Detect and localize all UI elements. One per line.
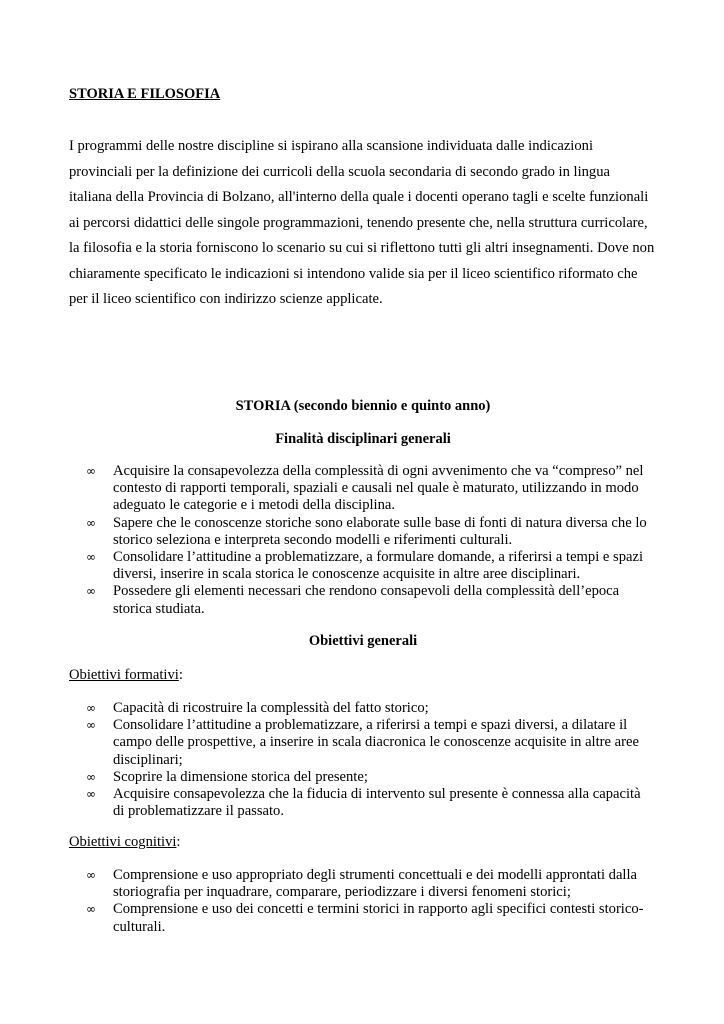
list-item-line: Sapere che le conoscenze storiche sono elaborate sulle base di fonti di natura diversa che lo bbox=[113, 514, 647, 531]
infinity-bullet-icon: ∞ bbox=[86, 584, 96, 599]
finalita-list bbox=[86, 463, 666, 618]
infinity-bullet-icon: ∞ bbox=[86, 464, 96, 478]
list-item-line: adeguato le categorie e i metodi della disciplina. bbox=[113, 497, 396, 514]
list-item-line: Consolidare l’attitudine a problematizzare, a formulare domande, a riferirsi a tempi e spazi bbox=[113, 549, 644, 566]
list-item-line: Possedere gli elementi necessari che rendono consapevoli della complessità dell’epoca bbox=[113, 583, 620, 600]
list-item-line: campo delle prospettive, a inserire in scala diacronica le conoscenze acquisite in altre aree bbox=[113, 734, 639, 751]
finalita-heading: Finalità disciplinari generali bbox=[275, 431, 451, 447]
infinity-bullet-icon: ∞ bbox=[86, 787, 96, 802]
cognitivi-list bbox=[86, 867, 666, 936]
intro-line: la filosofia e la storia forniscono lo scenario su cui si riflettono tutti gli altri insegnamenti. Dove non bbox=[69, 240, 655, 256]
list-item-line: disciplinari; bbox=[113, 751, 183, 768]
cognitivi-label: Obiettivi cognitivi bbox=[69, 834, 177, 850]
infinity-bullet-icon: ∞ bbox=[86, 515, 96, 530]
list-item bbox=[86, 867, 666, 901]
intro-line: provinciali per la definizione dei curricoli della scuola secondaria di secondo grado in lingua bbox=[69, 163, 610, 180]
infinity-bullet-icon: ∞ bbox=[86, 718, 96, 733]
list-item bbox=[86, 901, 666, 935]
intro-line: I programmi delle nostre discipline si ispirano alla scansione individuata dalle indicazioni bbox=[69, 138, 594, 154]
infinity-bullet-icon: ∞ bbox=[86, 868, 96, 882]
list-item-line: Comprensione e uso dei concetti e termini storici in rapporto agli specifici contesti storico- bbox=[113, 901, 644, 918]
cognitivi-subheading: Obiettivi cognitivi: bbox=[69, 834, 181, 850]
list-item-line: di problematizzare il passato. bbox=[113, 803, 285, 820]
infinity-bullet-icon: ∞ bbox=[86, 550, 96, 565]
list-item-line: contesto di rapporti temporali, spaziali e causali nel quale è maturato, utilizzando in modo bbox=[113, 480, 639, 497]
obiettivi-generali-heading: Obiettivi generali bbox=[308, 633, 418, 649]
list-item bbox=[86, 549, 666, 583]
intro-line: chiaramente specificato le indicazioni si intendono valide sia per il liceo scientifico riformato che bbox=[69, 265, 638, 282]
list-item-line: storiografia per inquadrare, comparare, periodizzare i diversi fenomeni storici; bbox=[113, 884, 571, 901]
infinity-bullet-icon: ∞ bbox=[86, 769, 96, 784]
storia-heading: STORIA (secondo biennio e quinto anno) bbox=[235, 398, 491, 414]
list-item bbox=[86, 717, 666, 769]
formativi-subheading: Obiettivi formativi: bbox=[69, 667, 183, 683]
intro-line: ai percorsi didattici delle singole programmazioni, tenendo presente che, nella struttura curricolare, bbox=[69, 214, 648, 231]
list-item-line: Capacità di ricostruire la complessità del fatto storico; bbox=[113, 700, 429, 716]
document-title: STORIA E FILOSOFIA bbox=[69, 86, 221, 102]
list-item-line: Comprensione e uso appropriato degli strumenti concettuali e dei modelli approntati dalla bbox=[113, 867, 638, 883]
infinity-bullet-icon: ∞ bbox=[86, 902, 96, 917]
list-item-line: culturali. bbox=[113, 918, 166, 935]
intro-line: per il liceo scientifico con indirizzo scienze applicate. bbox=[69, 291, 383, 307]
list-item-line: diversi, inserire in scala storica le conoscenze acquisite in altre aree disciplinari. bbox=[113, 566, 581, 583]
intro-line: italiana della Provincia di Bolzano, all'interno della quale i docenti operano tagli e scelte funzionali bbox=[69, 189, 649, 205]
list-item bbox=[86, 583, 666, 617]
list-item-line: Consolidare l’attitudine a problematizzare, a riferirsi a tempi e spazi diversi, a dilatare il bbox=[113, 717, 628, 734]
list-item bbox=[86, 700, 666, 717]
list-item bbox=[86, 786, 666, 820]
list-item bbox=[86, 769, 666, 786]
list-item-line: Acquisire la consapevolezza della complessità di ogni avvenimento che va “compreso” nel bbox=[113, 463, 644, 479]
list-item bbox=[86, 515, 666, 549]
list-item-line: storica studiata. bbox=[113, 600, 205, 617]
list-item bbox=[86, 463, 666, 515]
intro-paragraph bbox=[69, 134, 669, 313]
list-item-line: storico seleziona e interpreta secondo modelli e riferimenti culturali. bbox=[113, 531, 513, 548]
formativi-label: Obiettivi formativi bbox=[69, 667, 179, 683]
formativi-list bbox=[86, 700, 666, 820]
list-item-line: Scoprire la dimensione storica del presente; bbox=[113, 768, 368, 785]
infinity-bullet-icon: ∞ bbox=[86, 701, 96, 715]
list-item-line: Acquisire consapevolezza che la fiducia di intervento sul presente è connessa alla capacità bbox=[113, 786, 641, 803]
